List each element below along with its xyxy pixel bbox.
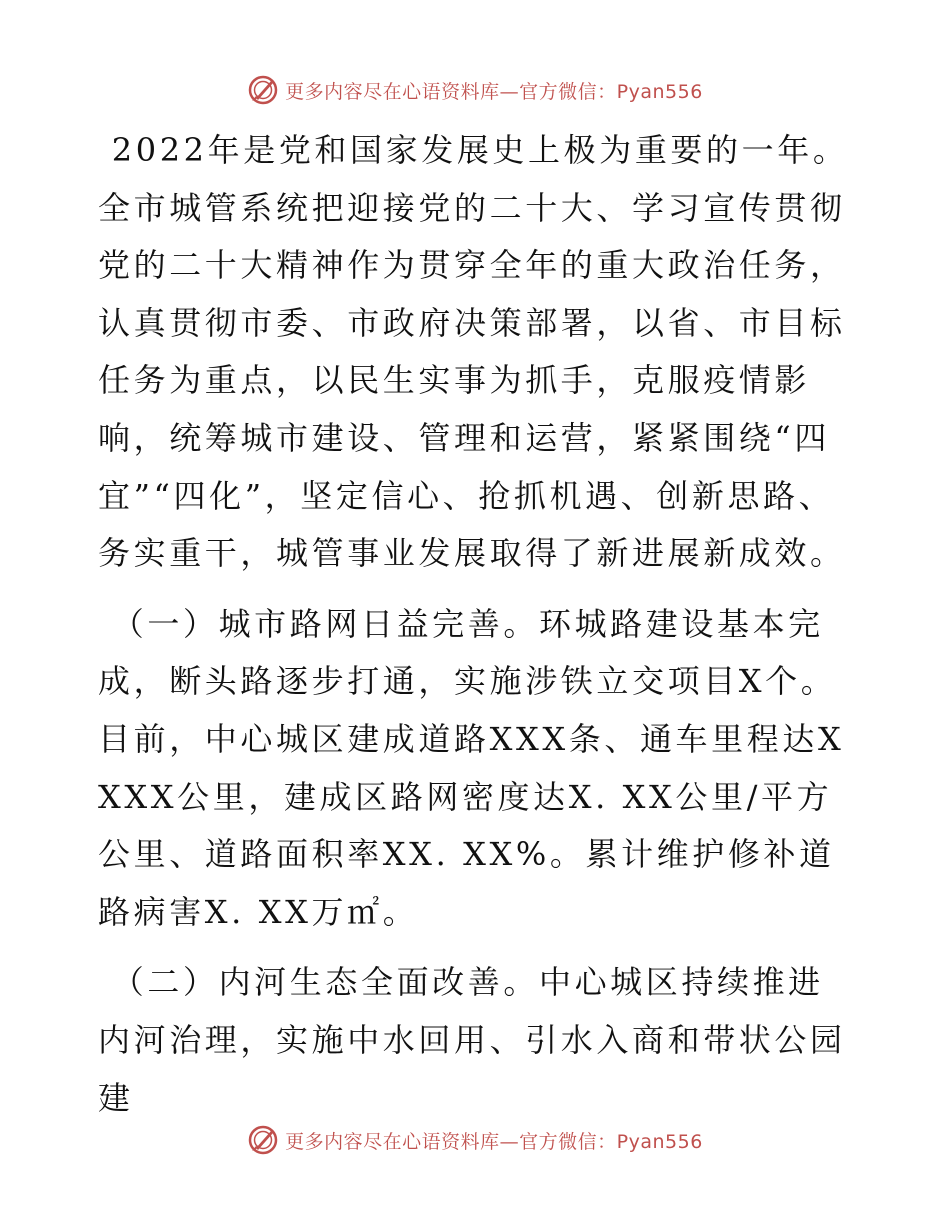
footer-watermark xyxy=(0,1120,950,1160)
quill-seal-icon xyxy=(247,74,279,106)
quill-seal-icon xyxy=(247,1124,279,1156)
paragraph-river-ecology: （二）内河生态全面改善。中心城区持续推进内河治理，实施中水回用、引水入商和带状公园建 xyxy=(98,963,846,1117)
watermark-wechat-id: Pyan556 xyxy=(616,80,703,103)
watermark-wechat-id: Pyan556 xyxy=(616,1130,703,1153)
document-body xyxy=(98,122,850,1127)
paragraph-intro: 2022年是党和国家发展史上极为重要的一年。全市城管系统把迎接党的二十大、学习宣传贯彻党的二十大精神作为贯穿全年的重大政治任务，认真贯彻市委、市政府决策部署，以省、市目标任务为重点，以民生实事为抓手，克服疫情影响，统筹城市建设、管理和运营，紧紧围绕“四宜”“四化”，坚定信心、抢抓机遇、创新思路、务实重干，城管事业发展取得了新进展新成效。 xyxy=(98,131,849,573)
paragraph-road-network: （一）城市路网日益完善。环城路建设基本完 成，断头路逐步打通，实施涉铁立交项目X个。目前，中心城区建成道路XXX条、通车里程达XXXX公里，建成区路网密度达X. XX公里/平方公里、道路面积率XX. XX%。累计维护修补道路病害X. XX万㎡。 xyxy=(98,604,845,931)
header-watermark xyxy=(0,70,950,110)
watermark-text: 更多内容尽在心语资料库—官方微信：Pyan556 xyxy=(285,80,703,103)
watermark-text: 更多内容尽在心语资料库—官方微信：Pyan556 xyxy=(285,1130,703,1153)
